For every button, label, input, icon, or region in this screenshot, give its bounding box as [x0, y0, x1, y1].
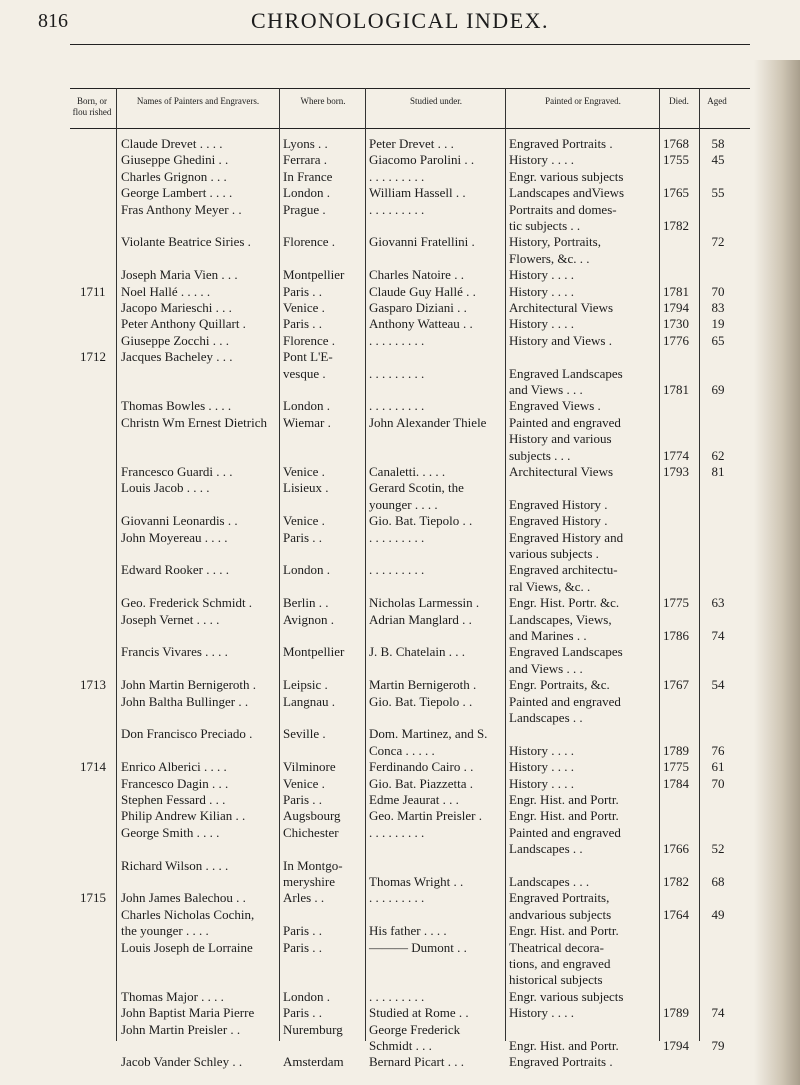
table-row [0, 202, 800, 218]
col-head-work: Painted or Engraved. [545, 96, 621, 106]
cell-work: historical subjects [509, 972, 603, 988]
cell-work: Engraved History . [509, 513, 608, 529]
cell-where: Paris . . [283, 923, 322, 939]
cell-where: Lyons . . [283, 136, 328, 151]
cell-aged: 19 [711, 316, 725, 332]
cell-work: Architectural Views [509, 300, 614, 315]
cell-where: Amsterdam [283, 1054, 344, 1070]
cell-where: Montpellier [283, 267, 345, 283]
cell-aged: 55 [711, 185, 725, 201]
cell-aged: 83 [711, 300, 725, 315]
cell-studied: . . . . . . . . . [369, 529, 425, 545]
cell-died: 1794 [663, 1038, 689, 1053]
cell-studied: Schmidt . . . [369, 1038, 432, 1053]
cell-name: Edward Rooker . . . . [121, 562, 229, 578]
table-row [0, 874, 800, 890]
table-row [0, 316, 800, 332]
table-row [0, 825, 800, 841]
cell-studied: Nicholas Larmessin . [369, 595, 480, 611]
cell-died: 1784 [663, 775, 689, 791]
cell-died: 1793 [663, 464, 689, 479]
cell-name: Jacopo Marieschi . . . [121, 300, 232, 315]
table-row [0, 349, 800, 365]
cell-studied: Gio. Bat. Tiepolo . . [369, 693, 473, 709]
cell-name: Charles Nicholas Cochin, [121, 906, 255, 922]
table-row [0, 940, 800, 956]
cell-work: Landscapes . . [509, 841, 583, 857]
cell-where: Florence . [283, 234, 335, 250]
cell-work: Engr. Hist. and Portr. [509, 808, 619, 824]
cell-work: Engraved Portraits . [509, 136, 613, 151]
cell-studied: Studied at Rome . . [369, 1005, 469, 1021]
table-row [0, 448, 800, 464]
cell-where: Seville . [283, 726, 326, 742]
cell-where: Venice . [283, 775, 325, 791]
cell-where: Arles . . [283, 890, 325, 906]
cell-work: History, Portraits, [509, 234, 601, 250]
cell-aged: 69 [711, 382, 725, 397]
table-row [0, 431, 800, 447]
table-row [0, 136, 800, 152]
cell-studied: Peter Drevet . . . [369, 136, 454, 151]
cell-name: the younger . . . . [121, 923, 209, 939]
table-row [0, 530, 800, 546]
cell-where: Nuremburg [283, 1021, 343, 1037]
table-row [0, 234, 800, 250]
table-row [0, 890, 800, 906]
cell-where: Prague . [283, 201, 326, 217]
cell-studied: Edme Jeaurat . . . [369, 792, 459, 807]
cell-where: Venice . [283, 464, 325, 479]
cell-aged: 74 [711, 628, 725, 643]
cell-work: Painted and engraved [509, 693, 621, 709]
page-title: CHRONOLOGICAL INDEX. [250, 8, 550, 33]
cell-name: Giuseppe Zocchi . . . [121, 332, 229, 348]
cell-name: Francis Vivares . . . . [121, 644, 228, 660]
cell-work: Engraved Portraits, [509, 890, 610, 906]
cell-aged: 76 [711, 742, 725, 758]
cell-name: John James Balechou . . [121, 890, 246, 906]
table-row [0, 185, 800, 201]
cell-studied: . . . . . . . . . [369, 562, 425, 578]
cell-where: vesque . [283, 365, 326, 381]
cell-work: and Views . . . [509, 660, 583, 676]
page-header [0, 0, 800, 40]
cell-work: Landscapes andViews [509, 185, 625, 201]
cell-born: 1711 [80, 283, 106, 299]
cell-name: Claude Drevet . . . . [121, 136, 223, 151]
table-row [0, 1022, 800, 1038]
table-row [0, 218, 800, 234]
cell-where: meryshire [283, 874, 335, 889]
cell-work: Engr. various subjects [509, 988, 624, 1004]
table-row [0, 644, 800, 660]
cell-work: ral Views, &c. . [509, 578, 591, 594]
cell-work: Engraved Landscapes [509, 644, 623, 660]
cell-name: Jacob Vander Schley . . [121, 1054, 243, 1070]
cell-name: John Baptist Maria Pierre [121, 1005, 255, 1021]
table-row [0, 579, 800, 595]
cell-name: Charles Grignon . . . [121, 168, 227, 184]
cell-died: 1755 [663, 152, 689, 168]
cell-born: 1715 [80, 890, 106, 906]
cell-work: Engr. various subjects [509, 168, 624, 184]
cell-work: Engraved History and [509, 529, 624, 545]
cell-studied: . . . . . . . . . [369, 890, 425, 906]
cell-work: History . . . . [509, 759, 574, 775]
cell-studied: George Frederick [369, 1021, 461, 1037]
cell-studied: Giacomo Parolini . . [369, 152, 475, 168]
column-header-rule [70, 128, 750, 129]
cell-work: and Views . . . [509, 382, 583, 397]
table-row [0, 169, 800, 185]
cell-where: Montpellier [283, 644, 345, 660]
cell-studied: Gio. Bat. Piazzetta . [369, 775, 473, 791]
table-row [0, 382, 800, 398]
cell-name: George Lambert . . . . [121, 185, 233, 201]
cell-studied: Bernard Picart . . . [369, 1054, 464, 1070]
table-row [0, 743, 800, 759]
table-row [0, 267, 800, 283]
cell-work: Portraits and domes- [509, 201, 617, 217]
cell-studied: . . . . . . . . . [369, 988, 425, 1004]
cell-name: Richard Wilson . . . . [121, 857, 229, 873]
cell-name: Geo. Frederick Schmidt . [121, 595, 253, 611]
table-top-rule [70, 88, 750, 89]
cell-where: Paris . . [283, 529, 322, 545]
table-row [0, 398, 800, 414]
table-row [0, 726, 800, 742]
table-row [0, 562, 800, 578]
cell-studied: Gasparo Diziani . . [369, 300, 467, 315]
cell-died: 1765 [663, 185, 689, 201]
table-row [0, 792, 800, 808]
table-row [0, 923, 800, 939]
cell-name: Giovanni Leonardis . . [121, 513, 238, 529]
cell-aged: 52 [711, 841, 725, 857]
cell-where: Paris . . [283, 316, 322, 332]
cell-aged: 79 [711, 1038, 725, 1053]
cell-name: Thomas Major . . . . [121, 988, 224, 1004]
cell-died: 1764 [663, 906, 689, 922]
cell-studied: Canaletti. . . . . [369, 464, 446, 479]
cell-studied: William Hassell . . [369, 185, 466, 201]
cell-where: Ferrara . [283, 152, 328, 168]
cell-name: Fras Anthony Meyer . . [121, 201, 242, 217]
table-row [0, 858, 800, 874]
table-row [0, 1054, 800, 1070]
cell-work: Engr. Hist. and Portr. [509, 1038, 619, 1053]
table-row [0, 1038, 800, 1054]
table-row [0, 776, 800, 792]
cell-work: History . . . . [509, 742, 574, 758]
cell-studied: Charles Natoire . . [369, 267, 464, 283]
table-row [0, 464, 800, 480]
table-row [0, 972, 800, 988]
cell-aged: 81 [711, 464, 725, 479]
cell-name: Violante Beatrice Siries . [121, 234, 251, 250]
cell-where: London . [283, 562, 330, 578]
cell-work: Theatrical decora- [509, 939, 604, 955]
cell-work: tions, and engraved [509, 956, 611, 971]
cell-studied: Adrian Manglard . . [369, 611, 472, 627]
cell-studied: John Alexander Thiele [369, 414, 487, 430]
cell-name: Francesco Guardi . . . [121, 464, 233, 479]
cell-aged: 68 [711, 874, 725, 889]
cell-studied: . . . . . . . . . [369, 201, 425, 217]
cell-studied: Conca . . . . . [369, 742, 435, 758]
cell-died: 1768 [663, 136, 689, 151]
cell-born: 1714 [80, 759, 106, 775]
cell-where: Paris . . [283, 283, 322, 299]
cell-died: 1774 [663, 447, 689, 463]
table-row [0, 480, 800, 496]
cell-born: 1712 [80, 349, 106, 365]
cell-name: Thomas Bowles . . . . [121, 398, 232, 414]
cell-studied: . . . . . . . . . [369, 824, 425, 840]
col-head-born: Born, or flou rished [72, 96, 112, 117]
cell-died: 1786 [663, 628, 689, 643]
table-row [0, 677, 800, 693]
cell-where: Paris . . [283, 792, 322, 807]
table-row [0, 612, 800, 628]
table-row [0, 808, 800, 824]
cell-where: Vilminore [283, 759, 336, 775]
cell-where: Venice . [283, 513, 325, 529]
table-row [0, 841, 800, 857]
table-row [0, 415, 800, 431]
cell-work: Engr. Hist. Portr. &c. [509, 595, 620, 611]
cell-studied: . . . . . . . . . [369, 398, 425, 414]
col-head-where: Where born. [300, 96, 346, 106]
cell-work: andvarious subjects [509, 906, 612, 922]
cell-name: Don Francisco Preciado . [121, 726, 253, 742]
cell-name: John Martin Bernigeroth . [121, 677, 257, 693]
cell-work: History and Views . [509, 332, 612, 348]
cell-where: In France [283, 168, 333, 184]
cell-where: Augsbourg [283, 808, 341, 824]
table-row [0, 989, 800, 1005]
cell-studied: Giovanni Fratellini . [369, 234, 475, 250]
cell-studied: Anthony Watteau . . [369, 316, 473, 332]
cell-died: 1782 [663, 874, 689, 889]
cell-died: 1776 [663, 332, 689, 348]
cell-name: John Baltha Bullinger . . [121, 693, 249, 709]
cell-work: Flowers, &c. . . [509, 250, 590, 266]
cell-aged: 61 [711, 759, 725, 775]
cell-where: Wiemar . [283, 414, 331, 430]
cell-aged: 62 [711, 447, 725, 463]
col-head-name: Names of Painters and Engravers. [136, 96, 260, 106]
table-row [0, 661, 800, 677]
cell-where: Paris . . [283, 1005, 322, 1021]
cell-name: Stephen Fessard . . . [121, 792, 226, 807]
table-row [0, 710, 800, 726]
cell-work: Engr. Hist. and Portr. [509, 792, 619, 807]
cell-studied: Martin Bernigeroth . [369, 677, 477, 693]
cell-died: 1767 [663, 677, 689, 693]
table-row [0, 759, 800, 775]
cell-studied: younger . . . . [369, 496, 438, 512]
cell-where: Avignon . [283, 611, 335, 627]
cell-died: 1789 [663, 1005, 689, 1021]
cell-name: Noel Hallé . . . . . [121, 283, 211, 299]
cell-where: Paris . . [283, 939, 322, 955]
cell-died: 1730 [663, 316, 689, 332]
table-row [0, 956, 800, 972]
cell-died: 1789 [663, 742, 689, 758]
cell-name: Joseph Maria Vien . . . [121, 267, 238, 283]
table-row [0, 628, 800, 644]
cell-died: 1794 [663, 300, 689, 315]
cell-where: Lisieux . [283, 480, 329, 496]
cell-work: Engraved Views . [509, 398, 601, 414]
cell-work: Engraved Landscapes [509, 365, 623, 381]
cell-work: Painted and engraved [509, 824, 621, 840]
cell-name: Christn Wm Ernest Dietrich [121, 414, 267, 430]
cell-work: Landscapes . . [509, 710, 583, 725]
cell-work: Painted and engraved [509, 414, 621, 430]
cell-work: subjects . . . [509, 447, 571, 463]
cell-name: John Moyereau . . . . [121, 529, 228, 545]
cell-aged: 70 [711, 283, 725, 299]
cell-studied: Gerard Scotin, the [369, 480, 464, 496]
cell-studied: Dom. Martinez, and S. [369, 726, 488, 742]
cell-studied: . . . . . . . . . [369, 332, 425, 348]
cell-died: 1775 [663, 759, 689, 775]
cell-studied: Thomas Wright . . [369, 874, 464, 889]
cell-aged: 45 [711, 152, 725, 168]
cell-born: 1713 [80, 677, 106, 693]
page-number: 816 [38, 10, 68, 32]
cell-where: Chichester [283, 824, 339, 840]
cell-work: various subjects . [509, 546, 599, 561]
cell-name: Louis Jacob . . . . [121, 480, 210, 496]
cell-where: Venice . [283, 300, 325, 315]
cell-name: Joseph Vernet . . . . [121, 611, 220, 627]
cell-where: London . [283, 185, 330, 201]
cell-work: Landscapes, Views, [509, 611, 612, 627]
page-edge-shadow [754, 60, 800, 1085]
cell-aged: 58 [711, 136, 725, 151]
cell-aged: 63 [711, 595, 725, 611]
cell-work: Engraved Portraits . [509, 1054, 613, 1070]
cell-name: John Martin Preisler . . [121, 1021, 241, 1037]
cell-work: Engr. Hist. and Portr. [509, 923, 619, 939]
cell-work: History . . . . [509, 152, 574, 168]
cell-studied: . . . . . . . . . [369, 365, 425, 381]
table-row [0, 513, 800, 529]
table-row [0, 284, 800, 300]
col-head-died: Died. [669, 96, 689, 106]
cell-name: Peter Anthony Quillart . [121, 316, 246, 332]
table-row [0, 251, 800, 267]
cell-work: Engraved architectu- [509, 562, 618, 578]
cell-work: Landscapes . . . [509, 874, 590, 889]
cell-died: 1766 [663, 841, 689, 857]
cell-where: London . [283, 988, 330, 1004]
header-rule [70, 44, 750, 45]
cell-studied: . . . . . . . . . [369, 168, 425, 184]
cell-where: London . [283, 398, 330, 414]
cell-died: 1775 [663, 595, 689, 611]
cell-work: History . . . . [509, 283, 574, 299]
cell-died: 1782 [663, 218, 689, 233]
table-row [0, 366, 800, 382]
cell-aged: 54 [711, 677, 725, 693]
col-head-studied: Studied under. [410, 96, 462, 106]
table-row [0, 907, 800, 923]
cell-work: History . . . . [509, 267, 574, 283]
cell-where: Langnau . [283, 693, 335, 709]
cell-aged: 72 [711, 234, 725, 250]
cell-name: Philip Andrew Kilian . . [121, 808, 246, 824]
cell-work: History . . . . [509, 1005, 574, 1021]
cell-aged: 49 [711, 906, 725, 922]
cell-studied: Gio. Bat. Tiepolo . . [369, 513, 473, 529]
cell-studied: Geo. Martin Preisler . [369, 808, 483, 824]
cell-studied: Ferdinando Cairo . . [369, 759, 474, 775]
cell-name: Giuseppe Ghedini . . [121, 152, 229, 168]
cell-name: Louis Joseph de Lorraine [121, 939, 253, 955]
cell-work: History . . . . [509, 316, 574, 332]
table-row [0, 333, 800, 349]
cell-studied: Claude Guy Hallé . . [369, 283, 476, 299]
cell-name: George Smith . . . . [121, 824, 220, 840]
cell-work: Engr. Portraits, &c. [509, 677, 610, 693]
cell-where: In Montgo- [283, 857, 343, 873]
cell-name: Jacques Bacheley . . . [121, 349, 233, 365]
cell-studied: ——— Dumont . . [369, 939, 467, 955]
table-row [0, 546, 800, 562]
cell-work: and Marines . . [509, 628, 587, 643]
cell-where: Leipsic . [283, 677, 328, 693]
cell-died: 1781 [663, 283, 689, 299]
table-row [0, 300, 800, 316]
cell-where: Pont L'E- [283, 349, 333, 365]
table-row [0, 152, 800, 168]
cell-studied: J. B. Chatelain . . . [369, 644, 466, 660]
cell-work: History . . . . [509, 775, 574, 791]
cell-work: Architectural Views [509, 464, 614, 479]
col-head-aged: Aged [707, 96, 727, 106]
table-row [0, 1005, 800, 1021]
table-row [0, 694, 800, 710]
cell-aged: 74 [711, 1005, 725, 1021]
cell-name: Enrico Alberici . . . . [121, 759, 227, 775]
cell-aged: 65 [711, 332, 725, 348]
cell-work: History and various [509, 431, 612, 447]
table-row [0, 595, 800, 611]
cell-where: Berlin . . [283, 595, 329, 611]
cell-name: Francesco Dagin . . . [121, 775, 229, 791]
cell-aged: 70 [711, 775, 725, 791]
cell-work: tic subjects . . [509, 218, 581, 233]
cell-studied: His father . . . . [369, 923, 447, 939]
table-row [0, 497, 800, 513]
cell-died: 1781 [663, 382, 689, 397]
cell-work: Engraved History . [509, 496, 608, 512]
cell-where: Florence . [283, 332, 335, 348]
